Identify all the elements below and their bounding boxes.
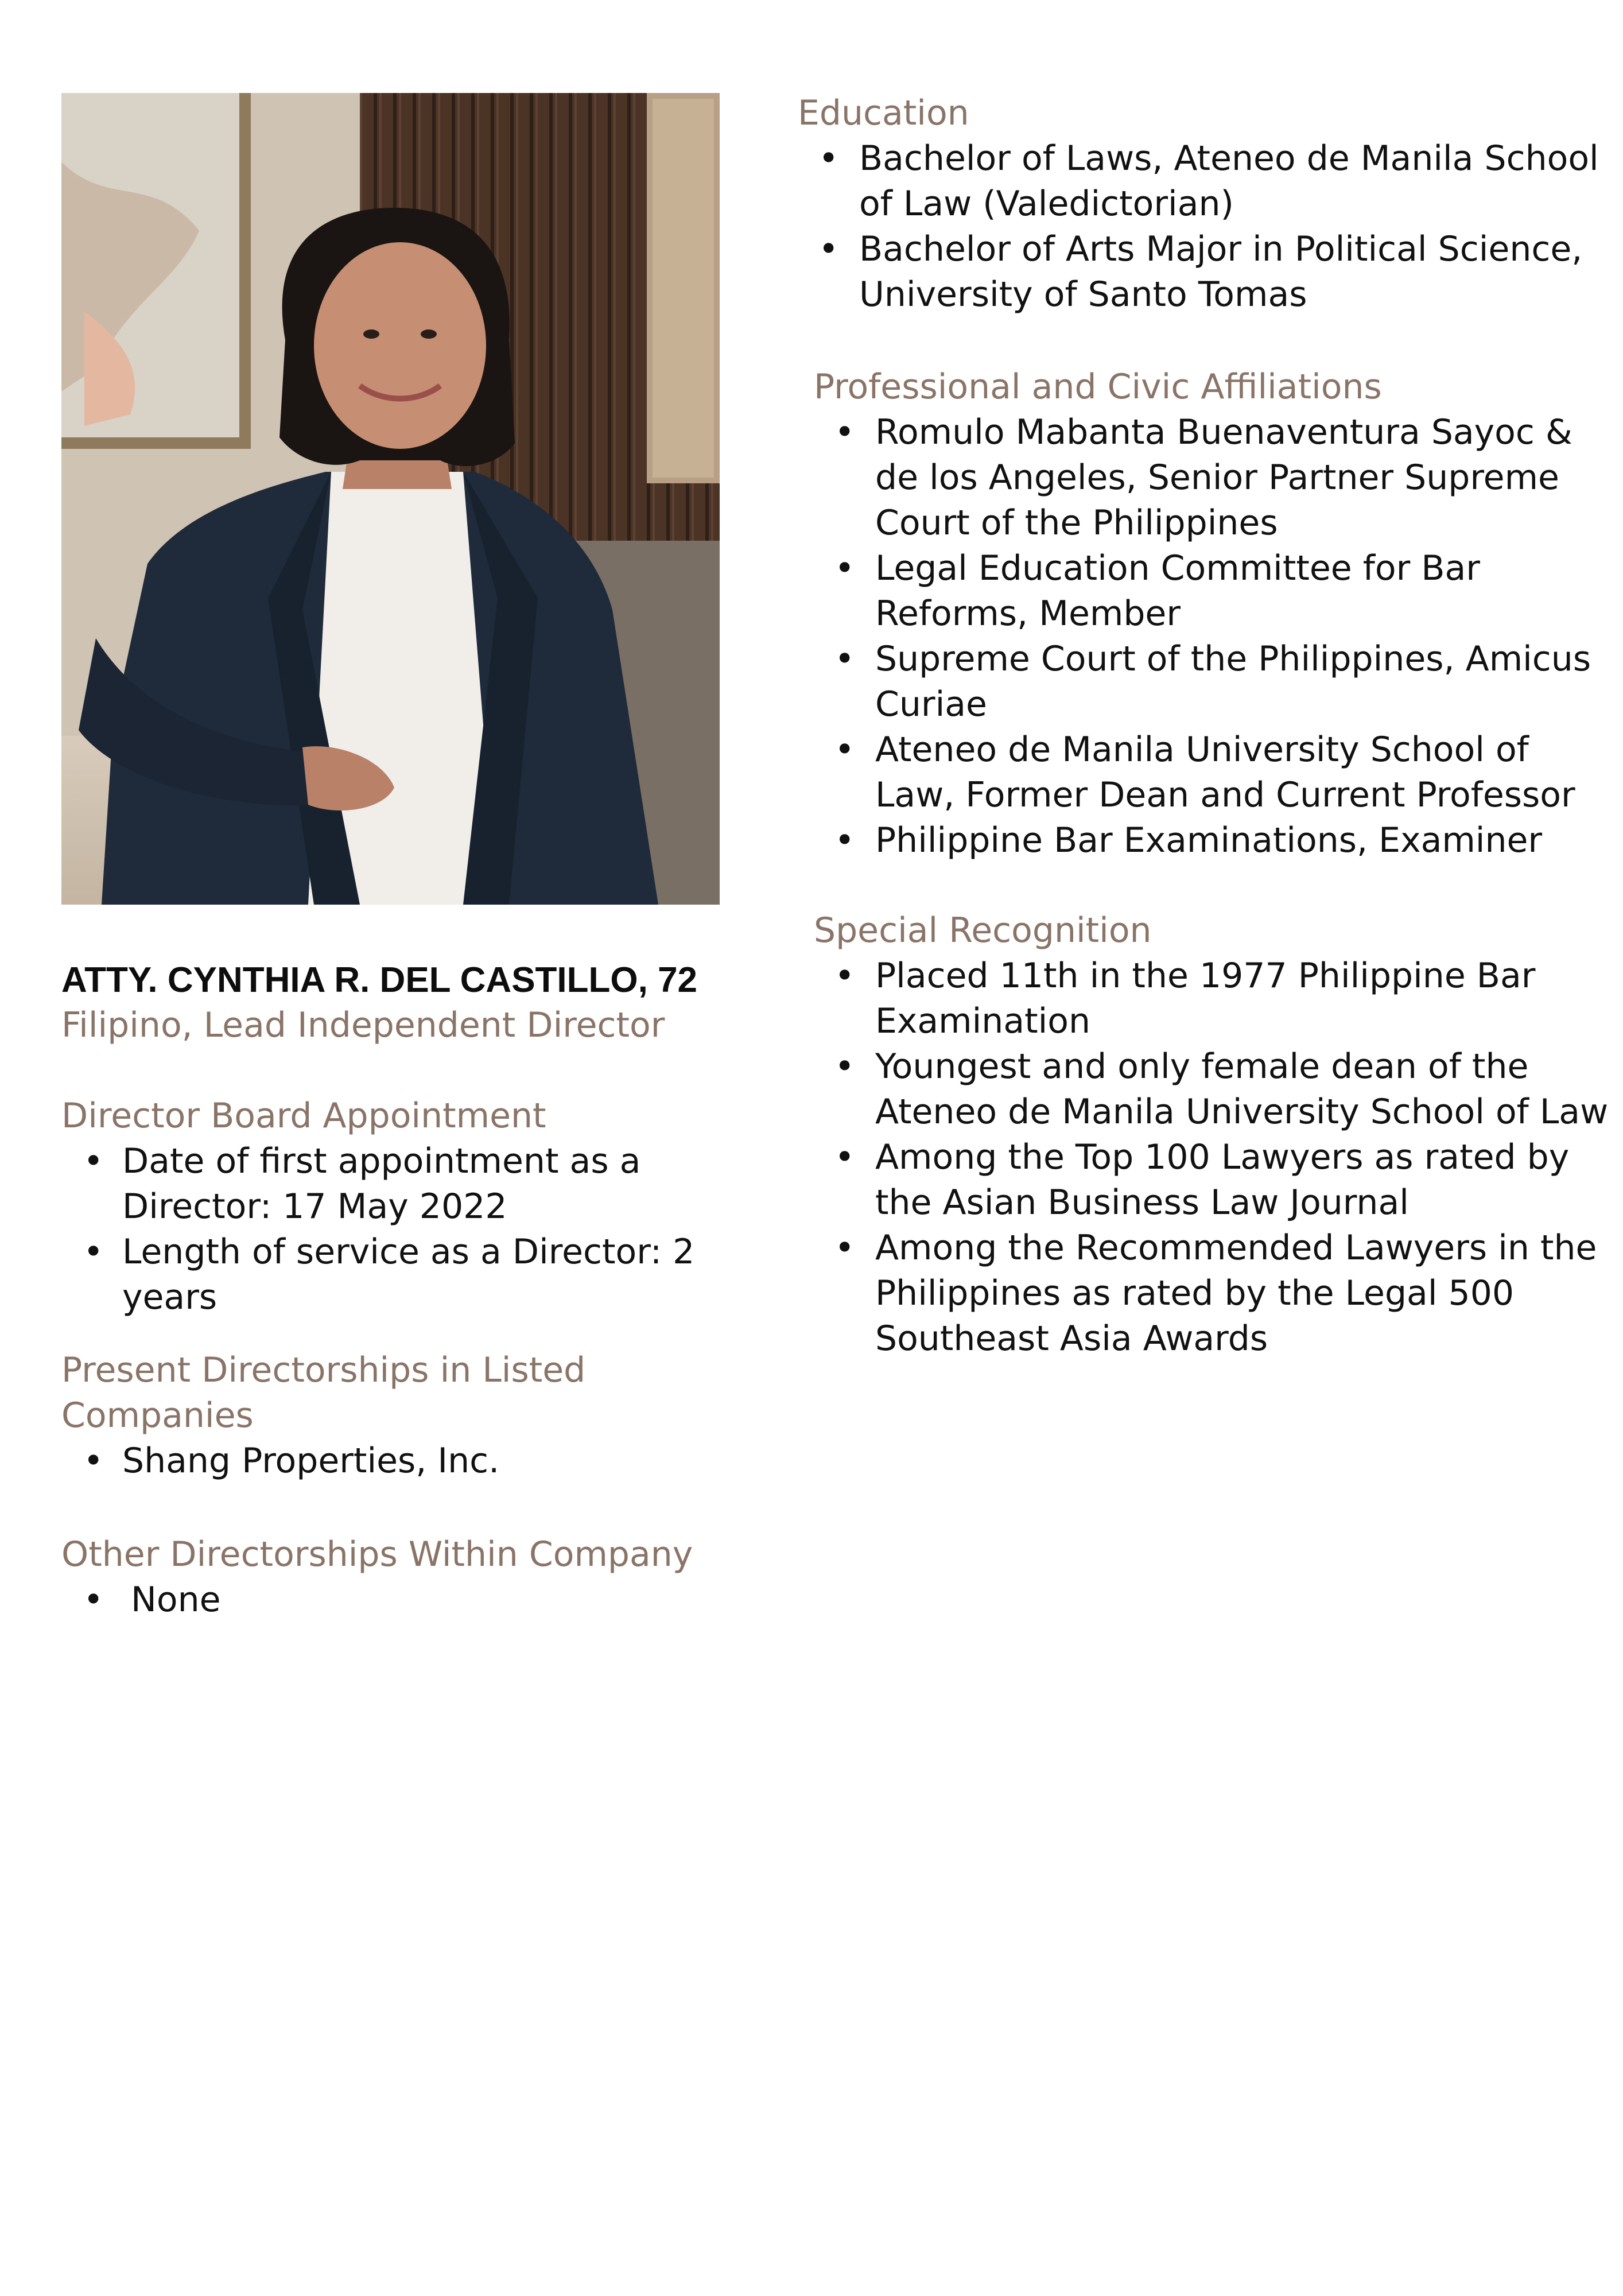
appointment-heading: Director Board Appointment (61, 1096, 546, 1136)
list-item: • None (61, 1577, 739, 1623)
list-item: • Philippine Bar Examinations, Examiner (814, 818, 1617, 863)
list-item: • Length of service as a Director: 2 years (61, 1230, 739, 1320)
director-portrait-photo (61, 93, 720, 905)
recognition-list (814, 953, 1617, 1362)
list-item: • Youngest and only female dean of the Ateneo de Manila University School of Law (814, 1044, 1617, 1135)
list-item: • Ateneo de Manila University School of Law, Former Dean and Current Professor (814, 727, 1617, 818)
bullet-icon: • (83, 1441, 104, 1481)
present-directorships-section (61, 1348, 739, 1484)
list-item: • Placed 11th in the 1977 Philippine Bar Examination (814, 953, 1617, 1044)
appointment-section (61, 1093, 739, 1320)
bullet-icon: • (834, 548, 855, 588)
affiliations-section (814, 364, 1617, 863)
bullet-icon: • (834, 956, 855, 996)
education-list (798, 136, 1601, 317)
list-item: • Among the Top 100 Lawyers as rated by the Asian Business Law Journal (814, 1135, 1617, 1225)
bullet-icon: • (818, 229, 839, 269)
present-directorships-heading: Present Directorships in Listed Companies (61, 1350, 586, 1436)
bullet-icon: • (834, 1046, 855, 1087)
bullet-icon: • (834, 1137, 855, 1177)
director-name-block (61, 957, 739, 1048)
list-item: • Shang Properties, Inc. (61, 1438, 739, 1484)
list-item: • Legal Education Committee for Bar Reforms, Member (814, 546, 1617, 637)
recognition-heading: Special Recognition (814, 910, 1152, 951)
bullet-icon: • (834, 639, 855, 679)
bullet-icon: • (834, 1228, 855, 1268)
recognition-section (814, 908, 1617, 1362)
director-role: Filipino, Lead Independent Director (61, 1005, 665, 1045)
other-directorships-list (61, 1577, 739, 1623)
bullet-icon: • (834, 820, 855, 860)
appointment-list (61, 1139, 739, 1320)
list-item: • Date of first appointment as a Director: 17 May 2022 (61, 1139, 739, 1230)
other-directorships-section (61, 1532, 739, 1623)
bullet-icon: • (83, 1141, 104, 1181)
bullet-icon: • (818, 138, 839, 179)
bullet-icon: • (834, 730, 855, 770)
list-item: • Supreme Court of the Philippines, Amicus Curiae (814, 637, 1617, 727)
list-item: • Among the Recommended Lawyers in the Philippines as rated by the Legal 500 Southeast Asia Awards (814, 1225, 1617, 1362)
list-item: • Bachelor of Laws, Ateneo de Manila School of Law (Valedictorian) (798, 136, 1601, 227)
bullet-icon: • (834, 412, 855, 452)
affiliations-heading: Professional and Civic Affiliations (814, 367, 1382, 407)
list-item: • Bachelor of Arts Major in Political Science, University of Santo Tomas (798, 227, 1601, 317)
director-name: ATTY. CYNTHIA R. DEL CASTILLO, 72 (61, 960, 698, 1000)
list-item: • Romulo Mabanta Buenaventura Sayoc & de los Angeles, Senior Partner Supreme Court of the Philippines (814, 410, 1617, 546)
bullet-icon: • (83, 1580, 104, 1620)
present-directorships-list (61, 1438, 739, 1484)
affiliations-list (814, 410, 1617, 863)
education-heading: Education (798, 93, 969, 133)
education-section (798, 91, 1601, 317)
other-directorships-heading: Other Directorships Within Company (61, 1534, 693, 1574)
bullet-icon: • (83, 1232, 104, 1272)
